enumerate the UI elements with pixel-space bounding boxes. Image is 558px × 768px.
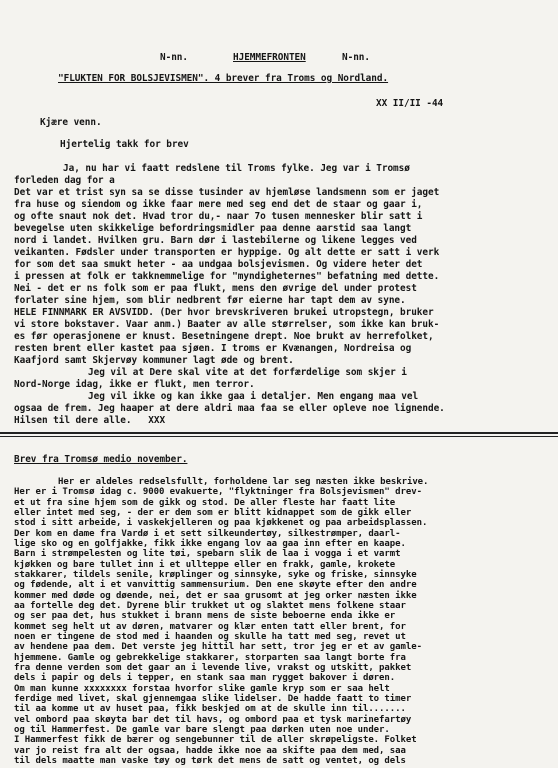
letter1-line: i pressen at folk er takknemmelige for "myndigheternes" befatning med dette.	[14, 271, 440, 282]
letter1-salutation: Kjære venn.	[40, 117, 102, 128]
letter2-line: aa fortelle deg det. Dyrene blir trukket ut og slaktet mens folkene staar	[14, 601, 406, 611]
letter2-line: av hendene paa dem. Det verste jeg hittil har sett, tror jeg er et av gamle-	[14, 642, 423, 653]
letter2-line: et ut fra sine hjem som de gikk og stod. De aller fleste har faatt lite	[14, 497, 396, 508]
letter2-line: noen er tingene de stod med i haanden og skulle ha tatt med seg, revet ut	[14, 632, 406, 642]
letter2-line: og fødende, alt i et vanvittig sammensurium. Den ene skøyte efter den andre	[14, 580, 417, 591]
letter2-line: I Hammerfest fikk de bærer og sengebunner til de aller skrøpeligste. Folket	[14, 735, 417, 746]
letter2-line: ferdige med livet, skal gjennemgaa slike lidelser. De hadde faatt to timer	[14, 694, 412, 704]
header-left: N-nn.	[160, 52, 188, 63]
letter1-line: es før operasjonene er knust. Besetningene drept. Noe brukt av herrefolket,	[14, 331, 434, 342]
letter2-line: stod i sitt arbeide, i vaskekjelleren og paa kjøkkenet og paa arbeidsplassen.	[14, 518, 428, 529]
letter2-line: var jo reist fra alt der ogsaa, hadde ikke noe aa skifte paa dem med, saa	[14, 745, 406, 756]
letter2-line: hjemmene. Gamle og gebrekkelige stakkarer, storparten saa langt borte fra	[14, 652, 406, 663]
letter2-line: stakkarer, tildels senile, krøplinger og sinnsyke, syke og friske, sinnsyke	[14, 570, 417, 580]
letter1-line: Ja, nu har vi faatt redslene til Troms fylke. Jeg var i Tromsø	[63, 163, 410, 174]
header-right: N-nn.	[342, 52, 370, 63]
letter1-line: Hjertelig takk for brev	[60, 139, 189, 150]
letter1-line: Kaafjord samt Skjervøy kommuner lagt øde og brent.	[14, 355, 294, 366]
letter2-line: kommer med døde og døende, nei, det er saa grusomt at jeg orker næsten ikke	[14, 590, 417, 601]
letter2-line: til dels maatte man vaske tøy og tørk det mens de satt og ventet, og dels	[14, 756, 406, 766]
letter2-line: Her er aldeles redselsfullt, forholdene lar seg næsten ikke beskrive.	[58, 477, 429, 487]
letter1-line: nord i landet. Hvilken gru. Barn dør i lastebilerne og likene legges ved	[14, 235, 417, 246]
letter1-line: Jeg vil at Dere skal vite at det forfærdelige som skjer i	[88, 367, 407, 378]
letter2-line: fra denne verden som det gaar an i levende live, vrakst og utskitt, pakket	[14, 663, 412, 673]
letter1-line: Hilsen til dere alle. XXX	[14, 415, 166, 426]
letter1-line: Nei - det er ns folk som er paa flukt, mens den øvrige del under protest	[14, 283, 417, 294]
letter1-line: ogsaa de frem. Jeg haaper at dere aldri maa faa se eller opleve noe lignende.	[14, 403, 445, 414]
letter2-line: lige sko og en golfjakke, fikk ikke engang lov aa gaa inn efter en kaape.	[14, 539, 406, 549]
letter2-line: og ser paa det, hus stukket i brann mens de siste beboerne enda ikke er	[14, 611, 396, 622]
letter1-line: og ofte snaut nok det. Hvad tror du,- naar 7o tusen mennesker blir satt i	[14, 211, 423, 222]
letter1-line: bevegelse uten skikkelige befordringsmidler paa denne aarstid saa langt	[14, 223, 412, 234]
letter2-line: kommet seg helt ut av døren, matvarer og klær enten tatt eller brent, for	[14, 621, 406, 632]
header-date: XX II/II -44	[376, 98, 444, 109]
letter1-line: forleden dag for a	[14, 175, 115, 186]
letter1-line: Det var et trist syn sa se disse tusinder av hjemløse landsmenn som er jaget	[14, 187, 440, 198]
letter1-line: for som det saa smukt heter - aa undgaa bolsjevismen. Og videre heter det	[14, 259, 423, 270]
letter2-line: eller intet med seg, - der er dem som er blitt kidnappet som de gikk eller	[14, 508, 412, 518]
letter1-line: vi store bokstaver. Vaar anm.) Baater av alle størrelser, som ikke kan bruk-	[14, 319, 440, 330]
letter2-line: kjøkken og bare tullet inn i et ullteppe eller en frakk, gamle, krokete	[14, 559, 396, 570]
letter1-line: forlater sine hjem, som blir nedbrent før eierne har tapt dem av syne.	[14, 295, 406, 306]
letter1-line: veikanten. Fødsler under transporten er hyppige. Og alt dette er satt i verk	[14, 247, 440, 258]
section-divider	[0, 432, 558, 434]
letter2-line: dels i papir og dels i tepper, en stank saa man rygget bakover i døren.	[14, 673, 396, 684]
section-divider	[0, 436, 558, 437]
letter2-line: vel ombord paa skøyta bar det til havs, og ombord paa et tysk marinefartøy	[14, 714, 412, 725]
letter2-line: Barn i strømpelesten og lite tøi, spebarn slik de laa i vogga i et varmt	[14, 549, 401, 560]
letter2-line: Om man kunne xxxxxxxx forstaa hvorfor slike gamle kryp som er saa helt	[14, 683, 390, 694]
letter1-line: fra huse og siendom og ikke faar mere med seg end det de staar og gaar i,	[14, 199, 423, 210]
letter2-line: og til Hammerfest. De gamle var bare slengt paa dørken uten noe under.	[14, 725, 390, 735]
letter2-line: Der kom en dame fra Vardø i et sett silkeundertøy, silkestrømper, daarl-	[14, 528, 401, 539]
header-center: HJEMMEFRONTEN	[233, 52, 306, 63]
header-subtitle: "FLUKTEN FOR BOLSJEVISMEN". 4 brever fra Troms og Nordland.	[58, 73, 389, 84]
letter1-line: HELE FINNMARK ER AVSVIDD. (Der hvor brevskriveren brukei utropstegn, bruker	[14, 307, 434, 318]
letter1-line: Jeg vil ikke og kan ikke gaa i detaljer. Men engang maa vel	[88, 391, 419, 402]
letter1-line: resten brent eller kastet paa sjøen. I troms er Kvænangen, Nordreisa og	[14, 343, 412, 354]
letter2-heading: Brev fra Tromsø medio november.	[14, 454, 188, 465]
letter2-line: til aa komme ut av huset paa, fikk beskjed om at de skulle inn til.......	[14, 704, 406, 715]
letter1-line: Nord-Norge idag, ikke er flukt, men terror.	[14, 379, 255, 390]
letter2-line: Her er i Tromsø idag c. 9000 evakuerte, "flyktninger fra Bolsjevismen" drev-	[14, 487, 423, 498]
